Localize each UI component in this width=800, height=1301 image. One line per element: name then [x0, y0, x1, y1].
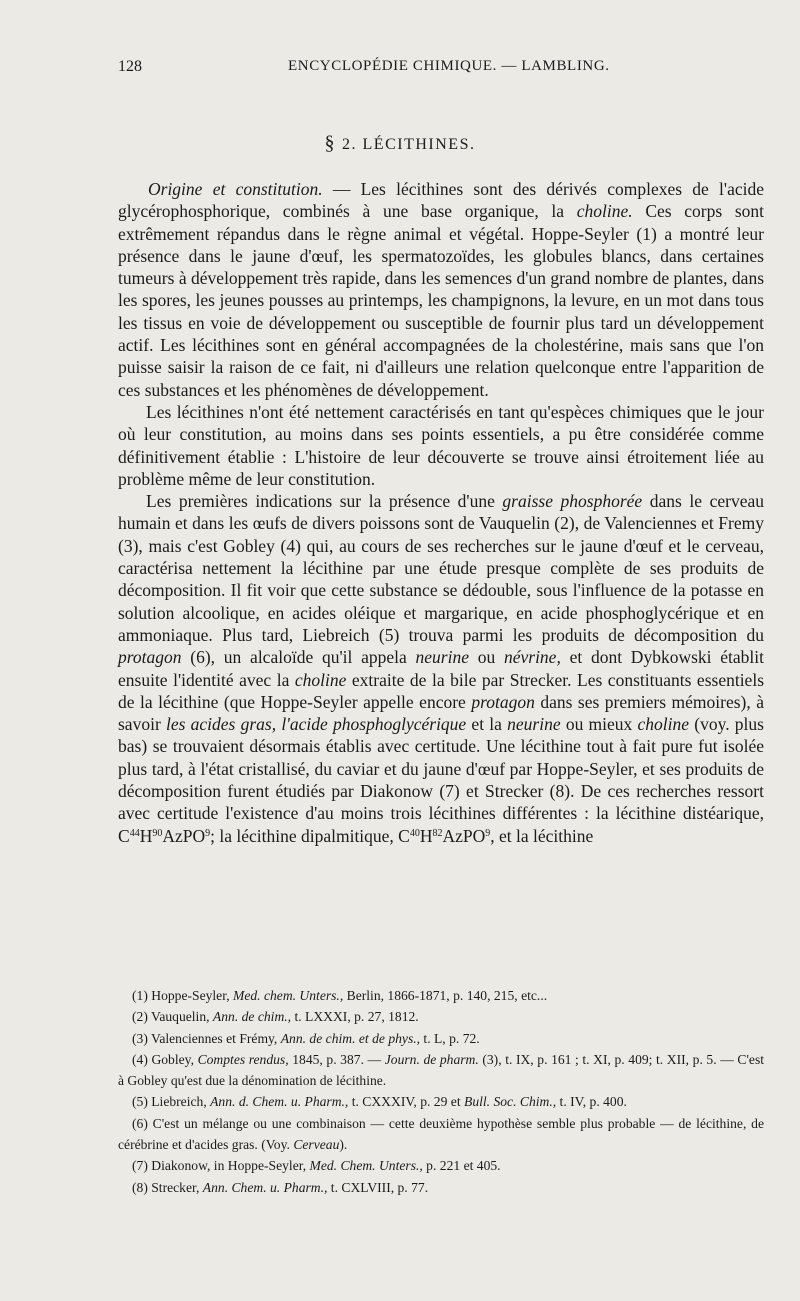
- text-run: ).: [339, 1137, 348, 1153]
- italic-text: Ann. d. Chem. u. Pharm.,: [210, 1094, 349, 1110]
- footnotes: [118, 985, 764, 1198]
- text-run: dans le cerveau humain et dans les œufs de divers poissons sont de Vauquelin (2), de Valenciennes et Fremy (3), mais c'est Gobley (4) qui, au cours de ses recherches sur le jaune d'œuf et le cerveau, caractérisa nettement la lécithine par une étude presque complète de ses produits de décomposition. Il fit voir que cette substance se dédouble, sous l'influence de la potasse en solution alcoolique, en acides oléique et margarique, en acide phosphoglycérique et en ammoniaque. Plus tard, Liebreich (5) trouva parmi les produits de décomposition du: [118, 491, 764, 645]
- text-run: 1845, p. 387. —: [288, 1051, 385, 1067]
- text-run: AzPO: [442, 825, 486, 846]
- text-run: ; la lécithine dipalmitique, C: [210, 825, 410, 846]
- text-run: t. CXXXIV, p. 29 et: [348, 1094, 465, 1110]
- text-run: ou: [468, 647, 504, 668]
- text-run: p. 221 et 405.: [422, 1158, 501, 1174]
- text-run: — Les lécithines sont des dérivés complexes de l'acide glycérophosphorique, combinés à une base organique, la: [118, 179, 764, 222]
- italic-text: choline: [294, 669, 347, 690]
- italic-text: protagon: [118, 647, 182, 668]
- italic-text: protagon: [471, 691, 535, 712]
- text-run: dans ses premiers mémoires), à savoir: [118, 691, 764, 735]
- italic-text: Med. Chem. Unters.,: [309, 1158, 423, 1174]
- italic-text: Ann. de chim. et de phys.,: [280, 1030, 421, 1046]
- text-run: (3), t. IX, p. 161 ; t. XI, p. 409; t. XII, p. 5. — C'est à Gobley qu'est due la dénomination de lécithine.: [118, 1051, 765, 1089]
- text-run: Les premières indications sur la présence d'une: [146, 491, 503, 512]
- text-run: et la: [466, 714, 508, 735]
- text-run: Les lécithines n'ont été nettement caractérisés en tant qu'espèces chimiques que le jour où leur constitution, au moins dans ses points essentiels, a pu être considérée comme définitivement établie : L'histoire de leur découverte se trouve ainsi étroitement liée au problème même de leur constitution.: [118, 401, 764, 489]
- formula-superscript: 90: [152, 827, 163, 839]
- text-run: (1) Hoppe-Seyler,: [132, 988, 233, 1003]
- footnote: [118, 1113, 764, 1156]
- page-number: 128: [118, 58, 142, 75]
- paragraph: [118, 401, 764, 490]
- italic-text: Journ. de pharm.: [384, 1051, 479, 1067]
- italic-text: choline: [637, 714, 690, 735]
- running-title: ENCYCLOPÉDIE CHIMIQUE. — LAMBLING.: [288, 58, 610, 74]
- section-title: 2. LÉCITHINES.: [342, 136, 476, 153]
- page-header: [118, 58, 678, 82]
- italic-text: neurine: [415, 647, 469, 668]
- text-run: (6) C'est un mélange ou une combinaison — cette deuxième hypothèse semble plus probable — de lécithine, de cérébrine et d'acides gras. (Voy.: [118, 1115, 764, 1153]
- text-run: Ces corps sont extrêmement répandus dans le règne animal et végétal. Hoppe-Seyler (1) a montré leur présence dans le jaune d'œuf, les spermatozoïdes, les globules blancs, dans certaines tumeurs à développement très rapide, dans les semences d'un grand nombre de plantes, dans les spores, les jeunes pousses au printemps, les champignons, la levure, en un mot dans tous les tissus en voie de développement ou susceptible de fournir plus tard un développement actif. Les lécithines sont en général accompagnées de la cholestérine, mais sans que l'on puisse saisir la raison de ce fait, ni d'ailleurs une relation quelconque entre l'apparition de ces substances et les phénomènes de développement.: [118, 201, 765, 400]
- formula-superscript: 9: [205, 827, 211, 839]
- footnote: [118, 985, 764, 1006]
- italic-text: Ann. de chim.,: [212, 1009, 292, 1025]
- italic-text: neurine: [507, 714, 561, 735]
- body-text: [118, 178, 764, 847]
- italic-text: Med. chem. Unters.,: [233, 988, 344, 1003]
- text-run: (5) Liebreich,: [132, 1094, 211, 1110]
- text-run: (4) Gobley,: [132, 1051, 198, 1067]
- footnote: [118, 1006, 764, 1027]
- text-run: (6), un alcaloïde qu'il appela: [181, 647, 416, 668]
- text-run: t. LXXXI, p. 27, 1812.: [291, 1009, 419, 1025]
- text-run: H: [139, 825, 153, 846]
- italic-text: Bull. Soc. Chim.,: [464, 1094, 557, 1110]
- section-heading: [0, 132, 800, 155]
- formula-superscript: 40: [409, 827, 420, 839]
- paragraph: [118, 178, 764, 401]
- italic-text: graisse phosphorée: [502, 491, 643, 512]
- italic-text: Cerveau: [293, 1137, 340, 1153]
- text-run: AzPO: [162, 825, 206, 846]
- text-run: t. L, p. 72.: [420, 1030, 480, 1046]
- italic-text: Comptes rendus,: [197, 1051, 289, 1067]
- formula-superscript: 44: [129, 827, 140, 839]
- formula-superscript: 82: [432, 827, 443, 839]
- text-run: t. IV, p. 400.: [556, 1094, 627, 1110]
- footnote: [118, 1028, 764, 1049]
- paragraph: [118, 490, 764, 847]
- text-run: (2) Vauquelin,: [132, 1009, 213, 1025]
- italic-text: Ann. Chem. u. Pharm.,: [202, 1179, 328, 1195]
- text-run: Berlin, 1866-1871, p. 140, 215, etc...: [343, 988, 548, 1003]
- footnote: [118, 1049, 764, 1092]
- footnote: [118, 1177, 764, 1198]
- footnote: [118, 1155, 764, 1176]
- italic-text: choline.: [576, 201, 633, 222]
- section-symbol: §: [324, 132, 337, 154]
- italic-text: névrine,: [503, 647, 561, 668]
- formula-superscript: 9: [485, 827, 491, 839]
- text-run: t. CXLVIII, p. 77.: [327, 1179, 429, 1195]
- footnote: [118, 1091, 764, 1112]
- text-run: extraite de la bile par Strecker. Les constituants essentiels de la lécithine (que Hoppe-Seyler appelle encore: [118, 669, 765, 712]
- text-run: (voy. plus bas) se trouvaient désormais établis avec certitude. Une lécithine tout à fait pure fut isolée plus tard, à l'état cristallisé, du caviar et du jaune d'œuf par Hoppe-Seyler, et ses produits de décomposition furent étudiés par Diakonow (7) et Strecker (8). De ces recherches ressort avec certitude l'existence d'au moins trois lécithines différentes : la lécithine distéarique, C: [118, 714, 764, 846]
- text-run: ou mieux: [560, 714, 638, 735]
- text-run: (7) Diakonow, in Hoppe-Seyler,: [132, 1158, 310, 1174]
- text-run: (8) Strecker,: [132, 1179, 203, 1195]
- text-run: H: [419, 825, 433, 846]
- italic-text: Origine et constitution.: [148, 179, 323, 199]
- text-run: et dont Dybkowski établit ensuite l'identité avec la: [118, 647, 764, 690]
- text-run: (3) Valenciennes et Frémy,: [132, 1030, 281, 1046]
- italic-text: les acides gras, l'acide phosphoglycérique: [166, 714, 467, 735]
- text-run: , et la lécithine: [490, 825, 594, 846]
